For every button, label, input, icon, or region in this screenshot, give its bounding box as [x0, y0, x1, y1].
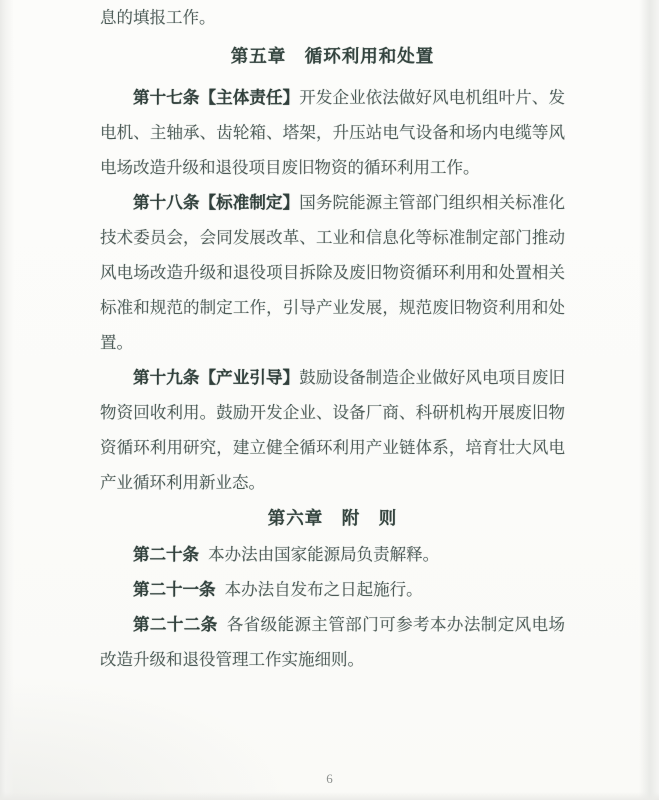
article-18-label: 第十八条【标准制定】: [133, 193, 300, 212]
article-22-text: 各省级能源主管部门可参考本办法制定风电场改造升级和退役管理工作实施细则。: [100, 615, 566, 669]
page-right-edge-shadow: [639, 0, 659, 800]
article-21-text: 本办法自发布之日起施行。: [224, 580, 423, 599]
article-19-text: 鼓励设备制造企业做好风电项目废旧物资回收利用。鼓励开发企业、设备厂商、科研机构开展废旧物资循环利用研究，建立健全循环利用产业链体系，培育壮大风电产业循环利用新业态。: [100, 368, 566, 492]
article-17: [100, 80, 565, 185]
article-20: [100, 537, 565, 572]
article-21-label: 第二十一条: [133, 580, 216, 599]
article-22: [100, 607, 565, 677]
article-19: [100, 360, 565, 500]
article-22-label: 第二十二条: [133, 615, 218, 634]
document-body: [100, 0, 565, 677]
page-number: 6: [326, 771, 333, 786]
article-18: [100, 185, 565, 360]
article-20-text: 本办法由国家能源局负责解释。: [208, 545, 440, 564]
article-21: [100, 572, 565, 607]
article-20-label: 第二十条: [133, 545, 199, 564]
article-18-text: 国务院能源主管部门组织相关标准化技术委员会，会同发展改革、工业和信息化等标准制定部门推动风电场改造升级和退役项目拆除及废旧物资循环利用和处置相关标准和规范的制定工作，引导产业发展，规范废旧物资利用和处置。: [100, 193, 566, 352]
article-19-label: 第十九条【产业引导】: [133, 368, 300, 387]
page-bottom-edge-shadow: [0, 792, 659, 800]
chapter-5-heading: 第五章 循环利用和处置: [230, 46, 435, 66]
paragraph-continuation: 息的填报工作。: [100, 8, 216, 27]
chapter-6-heading: 第六章 附 则: [267, 508, 398, 528]
article-17-label: 第十七条【主体责任】: [133, 88, 300, 107]
article-17-text: 开发企业依法做好风电机组叶片、发电机、主轴承、齿轮箱、塔架，升压站电气设备和场内电缆等风电场改造升级和退役项目废旧物资的循环利用工作。: [100, 88, 566, 177]
page-left-edge-shadow: [0, 0, 14, 800]
